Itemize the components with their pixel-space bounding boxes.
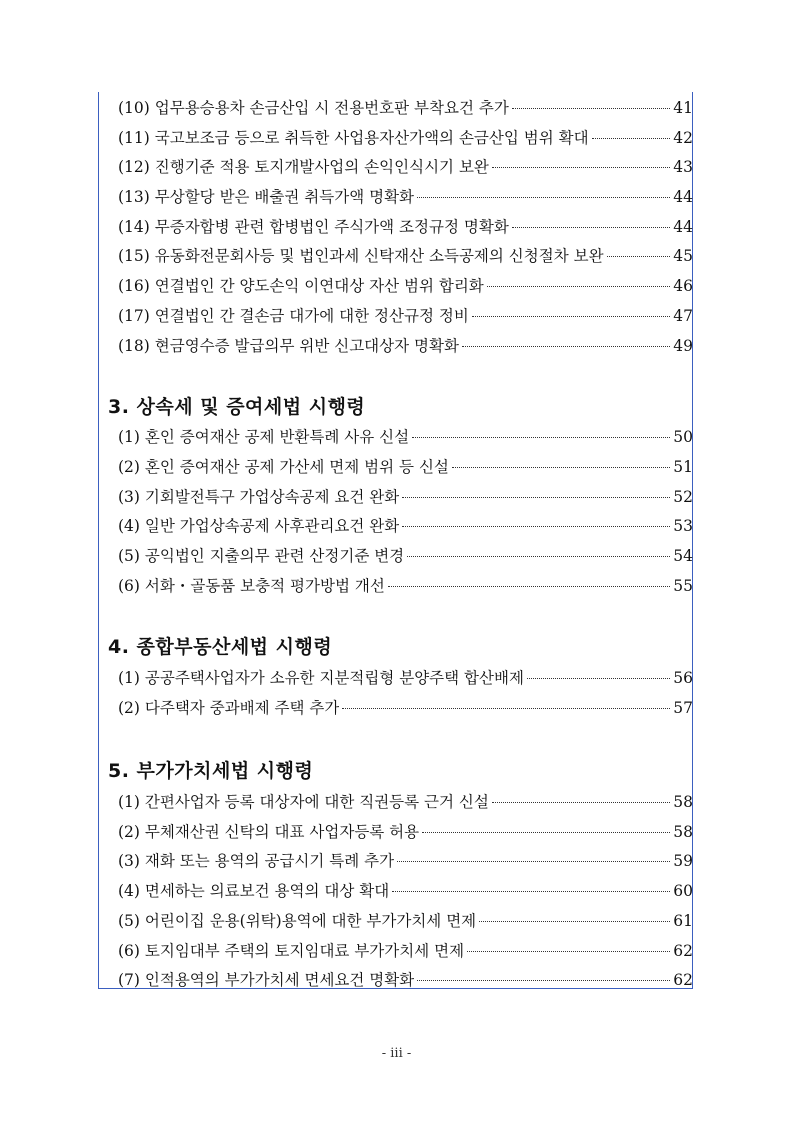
toc-entry[interactable]: [118, 485, 693, 509]
toc-entry[interactable]: [118, 304, 693, 328]
toc-entry-title: (1) 혼인 증여재산 공제 반환특례 사유 신설: [118, 428, 410, 446]
toc-entry-page: 58: [673, 823, 693, 841]
toc-entry-page: 55: [673, 577, 693, 595]
toc-entry-page: 56: [673, 669, 693, 687]
toc-entry[interactable]: [118, 185, 693, 209]
toc-entry-page: 41: [673, 99, 693, 117]
toc-entry[interactable]: [118, 455, 693, 479]
dot-leader: [392, 877, 670, 892]
toc-entry-title: (13) 무상할당 받은 배출권 취득가액 명확화: [118, 188, 415, 206]
toc-entry-page: 52: [673, 488, 693, 506]
dot-leader: [452, 453, 670, 468]
toc-entry-page: 62: [673, 971, 693, 989]
toc-entry-title: (16) 연결법인 간 양도손익 이연대상 자산 범위 합리화: [118, 277, 484, 295]
toc-entry-page: 43: [673, 158, 693, 176]
toc-entry[interactable]: [118, 849, 693, 873]
dot-leader: [592, 124, 671, 139]
dot-leader: [512, 94, 670, 109]
toc-entry-page: 60: [673, 882, 693, 900]
toc-entry-page: 45: [673, 247, 693, 265]
toc-entry-title: (3) 재화 또는 용역의 공급시기 특례 추가: [118, 852, 395, 870]
toc-entry-page: 47: [673, 307, 693, 325]
toc-entry-page: 54: [673, 547, 693, 565]
toc-entry[interactable]: [118, 155, 693, 179]
toc-entry[interactable]: [118, 696, 693, 720]
toc-entry[interactable]: [118, 544, 693, 568]
toc-entry[interactable]: [118, 96, 693, 120]
toc-entry-page: 46: [673, 277, 693, 295]
toc-entry-title: (5) 공익법인 지출의무 관련 산정기준 변경: [118, 547, 405, 565]
dot-leader: [607, 242, 671, 257]
dot-leader: [417, 183, 670, 198]
section-heading: 4. 종합부동산세법 시행령: [108, 636, 333, 658]
dot-leader: [467, 937, 670, 952]
toc-entry[interactable]: [118, 215, 693, 239]
toc-entry-title: (14) 무증자합병 관련 합병법인 주식가액 조정규정 명확화: [118, 218, 509, 236]
dot-leader: [422, 818, 670, 833]
toc-entry-page: 44: [673, 188, 693, 206]
toc-entry-title: (3) 기회발전특구 가업상속공제 요건 완화: [118, 488, 400, 506]
toc-entry[interactable]: [118, 425, 693, 449]
dot-leader: [512, 213, 670, 228]
dot-leader: [407, 542, 670, 557]
toc-entry-page: 57: [673, 699, 693, 717]
dot-leader: [342, 694, 670, 709]
toc-entry[interactable]: [118, 666, 693, 690]
toc-entry-title: (2) 혼인 증여재산 공제 가산세 면제 범위 등 신설: [118, 458, 449, 476]
toc-entry-title: (5) 어린이집 운용(위탁)용역에 대한 부가가치세 면제: [118, 912, 477, 930]
toc-entry[interactable]: [118, 244, 693, 268]
toc-entry-title: (1) 간편사업자 등록 대상자에 대한 직권등록 근거 신설: [118, 793, 489, 811]
toc-entry[interactable]: [118, 820, 693, 844]
toc-entry-page: 61: [673, 912, 693, 930]
toc-entry-title: (6) 서화・골동품 보충적 평가방법 개선: [118, 577, 385, 595]
toc-entry[interactable]: [118, 879, 693, 903]
toc-entry[interactable]: [118, 126, 693, 150]
toc-entry-page: 53: [673, 517, 693, 535]
toc-entry-title: (17) 연결법인 간 결손금 대가에 대한 정산규정 정비: [118, 307, 469, 325]
dot-leader: [472, 302, 670, 317]
section-heading: 5. 부가가치세법 시행령: [108, 760, 314, 782]
toc-entry[interactable]: [118, 909, 693, 933]
section-heading: 3. 상속세 및 증여세법 시행령: [108, 396, 366, 418]
toc-entry-title: (1) 공공주택사업자가 소유한 지분적립형 분양주택 합산배제: [118, 669, 524, 687]
toc-entry-page: 42: [673, 129, 693, 147]
dot-leader: [527, 664, 670, 679]
page-number: - iii -: [381, 1046, 412, 1061]
toc-entry-page: 58: [673, 793, 693, 811]
toc-entry-title: (15) 유동화전문회사등 및 법인과세 신탁재산 소득공제의 신청절차 보완: [118, 247, 604, 265]
toc-entry-page: 62: [673, 942, 693, 960]
dot-leader: [397, 847, 670, 862]
toc-entry[interactable]: [118, 939, 693, 963]
dot-leader: [412, 423, 670, 438]
dot-leader: [402, 512, 670, 527]
toc-entry-title: (2) 무체재산권 신탁의 대표 사업자등록 허용: [118, 823, 420, 841]
toc-entry-page: 44: [673, 218, 693, 236]
toc-entry-title: (10) 업무용승용차 손금산입 시 전용번호판 부착요건 추가: [118, 99, 509, 117]
toc-entry-title: (4) 면세하는 의료보건 용역의 대상 확대: [118, 882, 390, 900]
toc-entry-page: 49: [673, 337, 693, 355]
toc-entry-title: (18) 현금영수증 발급의무 위반 신고대상자 명확화: [118, 337, 459, 355]
dot-leader: [479, 907, 670, 922]
toc-entry-page: 59: [673, 852, 693, 870]
dot-leader: [492, 788, 670, 803]
toc-entry-title: (2) 다주택자 중과배제 주택 추가: [118, 699, 340, 717]
toc-entry[interactable]: [118, 334, 693, 358]
toc-entry[interactable]: [118, 274, 693, 298]
toc-entry-page: 51: [673, 458, 693, 476]
toc-entry-title: (11) 국고보조금 등으로 취득한 사업용자산가액의 손금산입 범위 확대: [118, 129, 589, 147]
dot-leader: [417, 966, 670, 981]
dot-leader: [492, 153, 670, 168]
toc-entry-title: (7) 인적용역의 부가가치세 면세요건 명확화: [118, 971, 415, 989]
dot-leader: [402, 483, 670, 498]
toc-entry[interactable]: [118, 968, 693, 992]
dot-leader: [388, 572, 670, 587]
dot-leader: [462, 332, 670, 347]
toc-entry-title: (12) 진행기준 적용 토지개발사업의 손익인식시기 보완: [118, 158, 489, 176]
toc-entry[interactable]: [118, 514, 693, 538]
toc-entry-page: 50: [673, 428, 693, 446]
toc-entry[interactable]: [118, 574, 693, 598]
toc-entry-title: (4) 일반 가업상속공제 사후관리요건 완화: [118, 517, 400, 535]
toc-entry[interactable]: [118, 790, 693, 814]
toc-entry-title: (6) 토지임대부 주택의 토지임대료 부가가치세 면제: [118, 942, 465, 960]
dot-leader: [487, 272, 670, 287]
